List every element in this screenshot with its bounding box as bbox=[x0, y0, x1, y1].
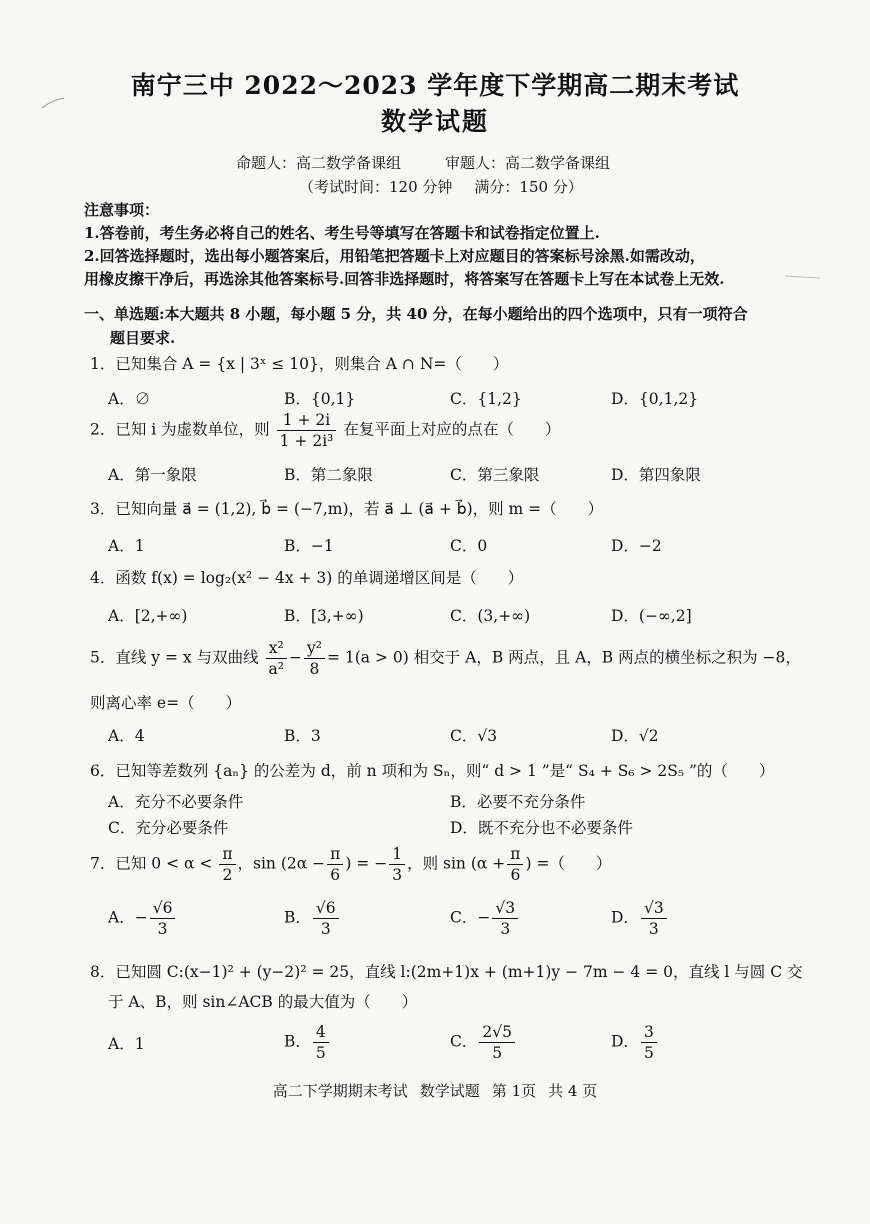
option-c: C． $\frac{2√5}{5}$ bbox=[450, 1022, 517, 1063]
option-d: D．(−∞,2] bbox=[611, 607, 692, 625]
question-1 bbox=[90, 352, 508, 374]
footer-page: 第 1页 bbox=[491, 1082, 537, 1100]
fraction: $\frac{\text{y²}}{8}$ bbox=[304, 638, 325, 679]
option-a: A．∅ bbox=[108, 390, 151, 408]
scan-mark bbox=[785, 276, 820, 278]
question-number: 6． bbox=[90, 762, 116, 780]
question-text: 直线 y = x 与双曲线 bbox=[115, 648, 259, 667]
page-footer bbox=[0, 1080, 870, 1101]
question-5: 5．直线 y = x 与双曲线 $\frac{\text{x²}}{\text{a²}}$ − $\frac{\text{y²}}{8}$ = 1(a > 0) 相交于 A，B 两点，且 A，B 两点的横坐标之积为 −8， bbox=[90, 639, 801, 678]
option-d: D． $\frac{3}{5}$ bbox=[611, 1022, 659, 1063]
time-line bbox=[299, 176, 605, 197]
footer-exam: 高二下学期期末考试 bbox=[272, 1082, 408, 1100]
question-text: 已知向量 a⃗ = (1,2), b⃗ = (−7,m)，若 a⃗ ⊥ (a⃗ + b⃗)，则 m =（ ） bbox=[115, 500, 604, 518]
option-d: D．既不充分也不必要条件 bbox=[450, 819, 633, 837]
option-c: C．0 bbox=[450, 537, 488, 555]
question-6 bbox=[90, 759, 774, 781]
option-a: A．1 bbox=[108, 537, 145, 555]
option-a: A．[2,+∞) bbox=[108, 607, 188, 625]
question-number: 5． bbox=[90, 648, 116, 667]
question-number: 1． bbox=[90, 355, 116, 373]
footer-subject: 数学试题 bbox=[419, 1082, 480, 1100]
question-text: 函数 f(x) = log₂(x² − 4x + 3) 的单调递增区间是（ ） bbox=[115, 569, 524, 587]
question-4 bbox=[90, 566, 523, 588]
question-text: 已知集合 A = {x | 3ˣ ≤ 10}，则集合 A ∩ N=（ ） bbox=[115, 355, 509, 373]
option-a: A．4 bbox=[108, 727, 145, 745]
option-a: A．1 bbox=[108, 1035, 145, 1053]
author-line bbox=[236, 152, 654, 173]
footer-total: 共 4 页 bbox=[548, 1082, 598, 1100]
fraction: $\frac{\pi}{6}$ bbox=[507, 844, 523, 885]
fraction: $\frac{1}{3}$ bbox=[389, 844, 405, 885]
option-c: C．第三象限 bbox=[450, 466, 540, 484]
reviewer: 审题人：高二数学备课组 bbox=[445, 154, 611, 172]
question-text: = 1(a > 0) 相交于 A，B 两点，且 A，B 两点的横坐标之积为 −8， bbox=[326, 648, 801, 667]
option-c: C．(3,+∞) bbox=[450, 607, 531, 625]
author: 命题人：高二数学备课组 bbox=[236, 154, 402, 172]
fraction: $\frac{\pi}{2}$ bbox=[219, 844, 235, 885]
fraction: $\frac{\pi}{6}$ bbox=[327, 844, 343, 885]
question-text: 已知等差数列 {aₙ} 的公差为 d，前 n 项和为 Sₙ，则“ d > 1 ”是“ S₄ + S₆ > 2S₅ ”的（ ） bbox=[115, 762, 775, 780]
option-b: B． $\frac{√6}{3}$ bbox=[284, 898, 341, 939]
question-5-line2: 则离心率 e=（ ） bbox=[90, 694, 242, 712]
option-b: B．必要不充分条件 bbox=[450, 793, 586, 811]
exam-subtitle: 数学试题 bbox=[380, 107, 489, 136]
option-a: A．− $\frac{√6}{3}$ bbox=[108, 898, 177, 939]
exam-time: （考试时间：120 分钟 bbox=[299, 178, 453, 196]
question-7: 7．已知 0 < α < $\frac{\pi}{2}$ ，sin (2α − $\frac{\pi}{6}$ ) = − $\frac{1}{3}$ ，则 sin (α + $\frac{\pi}{6}$ ) =（ ） bbox=[90, 845, 612, 884]
notice-item: 用橡皮擦干净后，再选涂其他答案标号.回答非选择题时，将答案写在答题卡上写在本试卷上无效. bbox=[84, 270, 725, 288]
option-b: B．[3,+∞) bbox=[284, 607, 364, 625]
question-text: 在复平面上对应的点在（ ） bbox=[343, 420, 561, 439]
notice-item: 2.回答选择题时，选出每小题答案后，用铅笔把答题卡上对应题目的答案标号涂黑.如需改动， bbox=[84, 247, 705, 265]
exam-title: 南宁三中 2022～2023 学年度下学期高二期末考试 bbox=[130, 71, 740, 100]
option-a: A．第一象限 bbox=[108, 466, 197, 484]
section-line: 题目要求. bbox=[110, 329, 176, 347]
notice-item: 1.答卷前，考生务必将自己的姓名、考生号等填写在答题卡和试卷指定位置上. bbox=[84, 224, 600, 242]
option-b: B． $\frac{4}{5}$ bbox=[284, 1022, 331, 1063]
option-d: D．−2 bbox=[611, 537, 662, 555]
section-heading bbox=[84, 302, 804, 350]
option-c: C．− $\frac{√3}{3}$ bbox=[450, 898, 520, 939]
option-c: C．{1,2} bbox=[450, 390, 522, 408]
option-b: B．3 bbox=[284, 727, 321, 745]
full-score: 满分：150 分） bbox=[474, 178, 583, 196]
question-number: 3． bbox=[90, 500, 116, 518]
option-d: D．{0,1,2} bbox=[611, 390, 699, 408]
option-d: D．√2 bbox=[611, 727, 659, 745]
question-2 bbox=[90, 410, 560, 451]
section-line: 一、单选题:本大题共 8 小题，每小题 5 分，共 40 分，在每小题给出的四个选项中，只有一项符合 bbox=[84, 305, 748, 323]
question-number: 4． bbox=[90, 569, 116, 587]
question-8 bbox=[90, 960, 803, 982]
question-number: 8． bbox=[90, 963, 116, 981]
question-8-line2: 于 A、B，则 sin∠ACB 的最大值为（ ） bbox=[108, 993, 418, 1011]
option-b: B．−1 bbox=[284, 537, 334, 555]
question-text: 已知 i 为虚数单位，则 bbox=[115, 420, 270, 439]
option-d: D． $\frac{√3}{3}$ bbox=[611, 898, 669, 939]
question-number: 2． bbox=[90, 420, 116, 439]
fraction: $\frac{1 + 2i}{\text{1 + 2i³}}$ bbox=[277, 410, 337, 451]
option-c: C．√3 bbox=[450, 727, 498, 745]
option-b: B．第二象限 bbox=[284, 466, 373, 484]
fraction: $\frac{\text{x²}}{\text{a²}}$ bbox=[266, 638, 287, 679]
question-3 bbox=[90, 497, 603, 519]
option-a: A．充分不必要条件 bbox=[108, 793, 244, 811]
notice-title: 注意事项： bbox=[84, 201, 160, 219]
option-b: B．{0,1} bbox=[284, 390, 356, 408]
question-number: 7． bbox=[90, 854, 116, 873]
question-text: 已知圆 C:(x−1)² + (y−2)² = 25，直线 l:(2m+1)x + (m+1)y − 7m − 4 = 0，直线 l 与圆 C 交 bbox=[115, 963, 803, 981]
option-c: C．充分必要条件 bbox=[108, 819, 229, 837]
option-d: D．第四象限 bbox=[611, 466, 701, 484]
